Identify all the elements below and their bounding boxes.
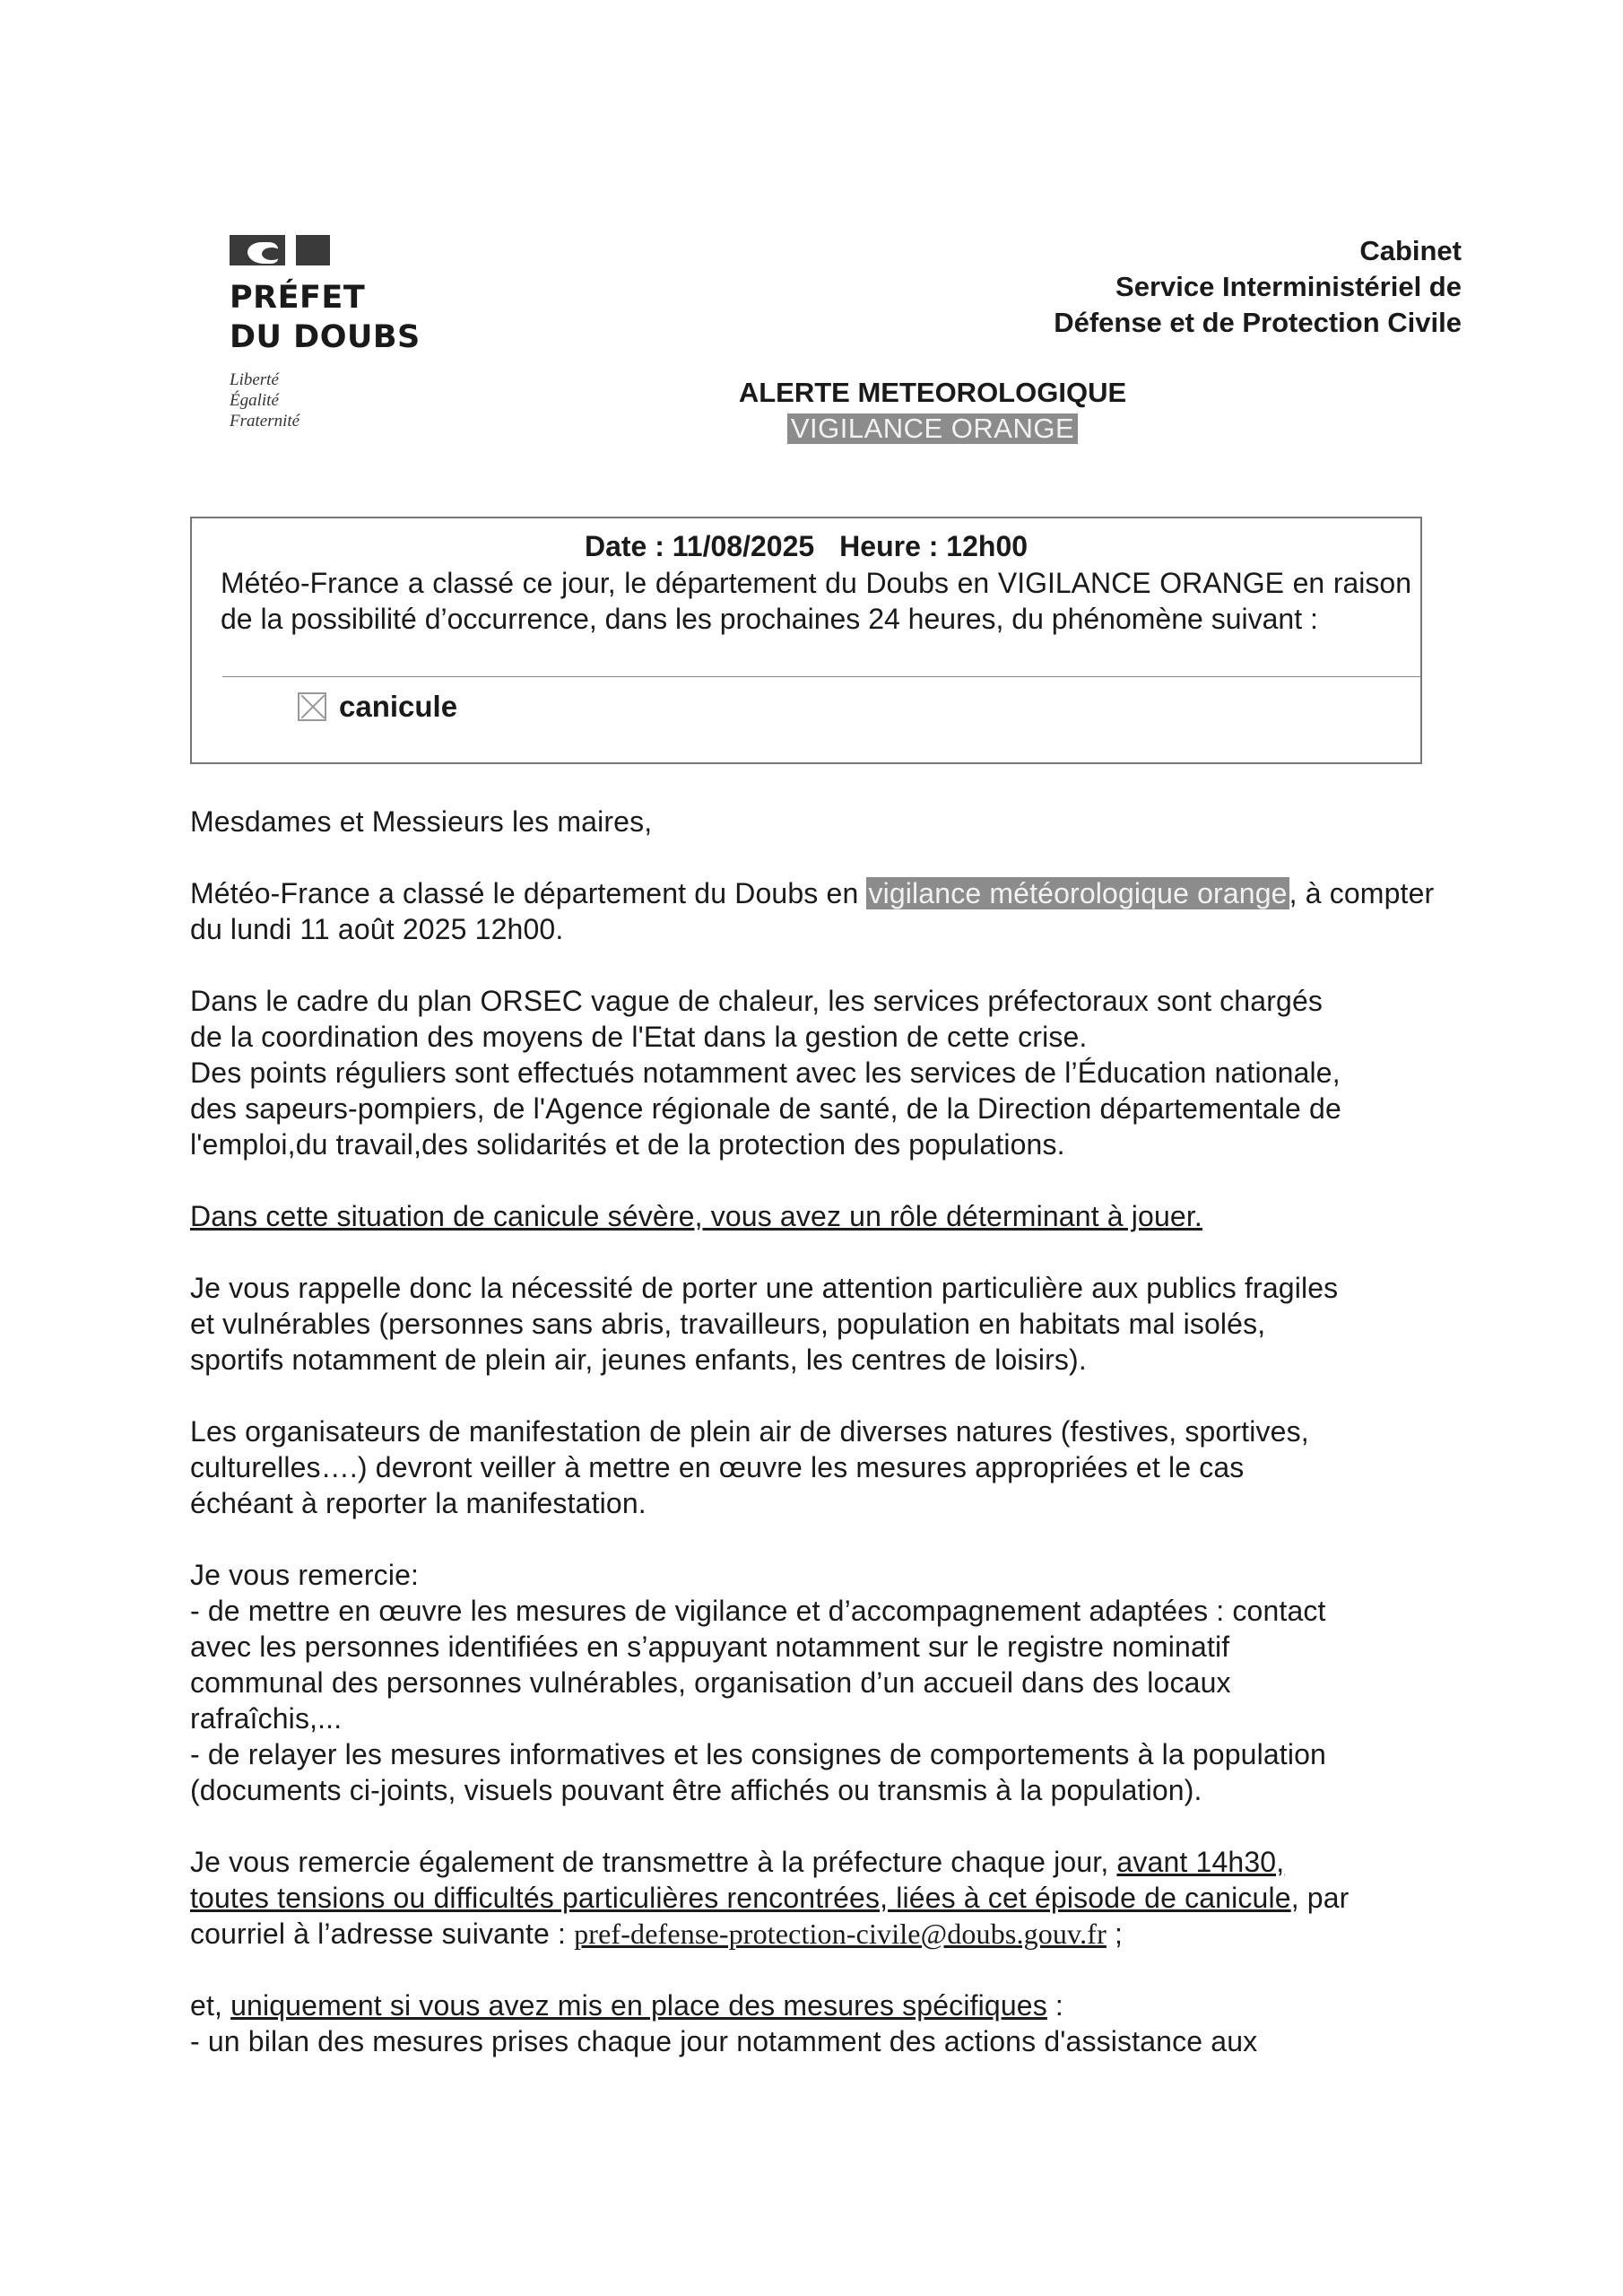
service-header	[1054, 233, 1462, 341]
paragraph-vigilance: Météo-France a classé le département du Doubs en vigilance météorologique orange, à compter du lundi 11 août 2025 12h00.	[190, 877, 1435, 945]
service-line: Service Interministériel de	[1115, 271, 1462, 302]
paragraph-organizers: Les organisateurs de manifestation de plein air de diverses natures (festives, sportives, culturelles….) devront veiller à mettre en œuvre les mesures appropriées et le cas échéant à reporter la manifestation.	[190, 1415, 1309, 1519]
marianne-icon	[230, 231, 330, 267]
paragraph-requests: Je vous remercie: - de mettre en œuvre les mesures de vigilance et d’accompagnement adaptées : contact avec les personnes identifiées en s’appuyant notamment sur le registre nominatif communal des personnes vulnérables, organisation d’un accueil dans des locaux rafraîchis,... - de relayer les mesures informatives et les consignes de comportements à la population (documents ci-joints, visuels pouvant être affichés ou transmis à la population).	[190, 1559, 1327, 1806]
letter-body	[190, 804, 1438, 2059]
logo-title-line: PRÉFET	[230, 280, 366, 316]
service-line: Défense et de Protection Civile	[1054, 307, 1462, 338]
paragraph-vulnerable: Je vous rappelle donc la nécessité de porter une attention particulière aux publics fragiles et vulnérables (personnes sans abris, travailleurs, population en habitats mal isolés, sportifs notamment de plein air, jeunes enfants, les centres de loisirs).	[190, 1272, 1339, 1376]
box-divider	[222, 676, 1420, 677]
motto-line: Égalité	[230, 391, 279, 410]
motto-line: Liberté	[230, 370, 279, 389]
phenomenon-row	[298, 689, 457, 725]
logo-title	[230, 278, 445, 357]
contact-email-link[interactable]: pref-defense-protection-civile@doubs.gouv.fr	[574, 1918, 1107, 1950]
paragraph-specific: et, uniquement si vous avez mis en place des mesures spécifiques :	[190, 1989, 1063, 2022]
paragraph-orsec: Dans le cadre du plan ORSEC vague de chaleur, les services préfectoraux sont chargés de la coordination des moyens de l'Etat dans la gestion de cette crise. Des points réguliers sont effectués notamment avec les services de l’Éducation nationale, des sapeurs-pompiers, de l'Agence régionale de santé, de la Direction départementale de l'emploi,du travail,des solidarités et de la protection des populations.	[190, 985, 1341, 1161]
alert-heading	[681, 375, 1184, 447]
prefet-logo	[230, 231, 445, 431]
alert-time: Heure : 12h00	[839, 530, 1028, 562]
service-line: Cabinet	[1359, 235, 1462, 266]
checked-box-icon	[298, 692, 326, 721]
alert-title: ALERTE METEOROLOGIQUE	[738, 377, 1127, 408]
paragraph-reporting: Je vous remercie également de transmettre à la préfecture chaque jour, avant 14h30, toutes tensions ou difficultés particulières rencontrées, liées à cet épisode de canicule, par courriel à l’adresse suivante : pref-defense-protection-civile@doubs.gouv.fr ;	[190, 1846, 1350, 1950]
highlighted-vigilance: vigilance météorologique orange	[868, 877, 1288, 909]
greeting: Mesdames et Messieurs les maires,	[190, 805, 653, 838]
alert-level-badge: VIGILANCE ORANGE	[787, 413, 1078, 444]
alert-datetime	[192, 527, 1420, 565]
alert-date: Date : 11/08/2025	[584, 530, 815, 562]
alert-description: Météo-France a classé ce jour, le département du Doubs en VIGILANCE ORANGE en raison de la possibilité d’occurrence, dans les prochaines 24 heures, du phénomène suivant :	[221, 567, 1411, 635]
phenomenon-label: canicule	[339, 690, 458, 723]
logo-title-line: DU DOUBS	[230, 319, 421, 355]
paragraph-role: Dans cette situation de canicule sévère, vous avez un rôle déterminant à jouer.	[190, 1200, 1202, 1232]
motto-line: Fraternité	[230, 412, 300, 430]
paragraph-assessment: - un bilan des mesures prises chaque jour notamment des actions d'assistance aux	[190, 2025, 1258, 2057]
republic-motto	[230, 370, 445, 431]
alert-summary-box	[190, 517, 1422, 764]
